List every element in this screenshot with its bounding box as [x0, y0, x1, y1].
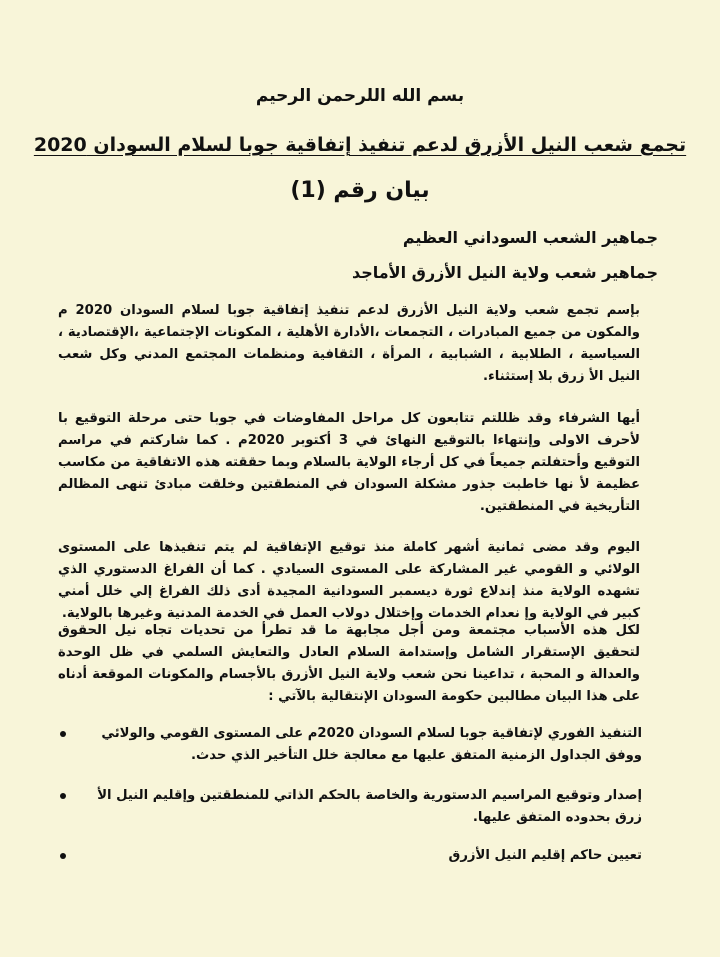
basmala: بسم الله اللرحمن الرحيم: [255, 86, 465, 106]
list-item: [60, 785, 642, 829]
bullet-icon: [60, 853, 66, 859]
demand-text: التنفيذ الفوري لإتفاقية جوبا لسلام السودان 2020م على المستوى القومي والولائي ووفق الجداول الزمنية المتفق عليها مع معالجة خلل التأخير الذي حدث.: [101, 726, 642, 763]
paragraph-negotiations: أيها الشرفاء وقد ظللتم تتابعون كل مراحل المفاوضات في جوبا حتى مرحلة التوقيع با لأحرف الاولى وإنتهاءا بالتوقيع النهائ في 3 أكتوبر 2020م . كما شاركتم في مراسم التوقيع وأحتفلتم جميعاً في كل أرجاء الولاية بالسلام وبما حققته هذه الاتفاقية من مكاسب عظيمة لأ نها خاطبت جذور مشكلة السودان في المنطقتين وخلقت مبادئ تنهى المظالم التأريخية في المنطقتين.: [58, 411, 640, 514]
paragraph-reasons: لكل هذه الأسباب مجتمعة ومن أجل مجابهة ما قد تطرأ من تحديات تجاه نيل الحقوق لتحقيق الإستقرار الشامل وإستدامة السلام العادل والتعايش السلمي في ظل الوحدة والعدالة و المحبة ، تداعينا نحن شعب ولاية النيل الأزرق بالأجسام والمكونات الموقعة أدناه على هذا البيان مطالبين حكومة السودان الإنتقالية بالآتي :: [58, 623, 640, 704]
bullet-icon: [60, 731, 66, 737]
paragraph-intro: بإسم تجمع شعب ولاية النيل الأزرق لدعم تنفيذ إتفاقية جوبا لسلام السودان 2020 م والمكون من جميع المبادرات ، التجمعات ،الأدارة الأهلية ، المكونات الإجتماعية ،الإقتصادية ، السياسية ، الطلابية ، الشبابية ، المرأة ، الثقافية ومنظمات المجتمع المدني وكل شعب النيل الأ زرق بلا إستثناء.: [58, 303, 640, 384]
statement-number: بيان رقم (1): [290, 178, 430, 203]
demand-text: تعيين حاكم إقليم النيل الأزرق: [448, 848, 642, 863]
list-item: [60, 723, 642, 767]
list-item: [60, 845, 642, 867]
bullet-icon: [60, 793, 66, 799]
salutation-people: جماهير الشعب السوداني العظيم: [402, 228, 658, 247]
demand-text: إصدار وتوقيع المراسيم الدستورية والخاصة بالحكم الذاتي للمنطقتين وإقليم النيل الأ زرق بحدوده المتفق عليها.: [97, 788, 642, 825]
demands-list: [60, 723, 642, 885]
paragraph-current-situation: اليوم وقد مضى ثمانية أشهر كاملة منذ توقيع الإتفاقية لم يتم تنفيذها على المستوى الولائي و القومي غير المشاركة على المستوى السيادي . كما أن الفراغ الدستوري الذي تشهده الولاية منذ إندلاع ثورة ديسمبر السودانية المجيدة أدى ذلك الفراغ إلي خلل أمني كبير في الولاية وإ نعدام الخدمات وإختلال دولاب العمل في الخدمة المدنية وغيرها بالولاية.: [58, 540, 640, 621]
salutation-blue-nile: جماهير شعب ولاية النيل الأزرق الأماجد: [351, 263, 658, 282]
document-title: تجمع شعب النيل الأزرق لدعم تنفيذ إتفاقية جوبا لسلام السودان 2020: [33, 134, 687, 156]
